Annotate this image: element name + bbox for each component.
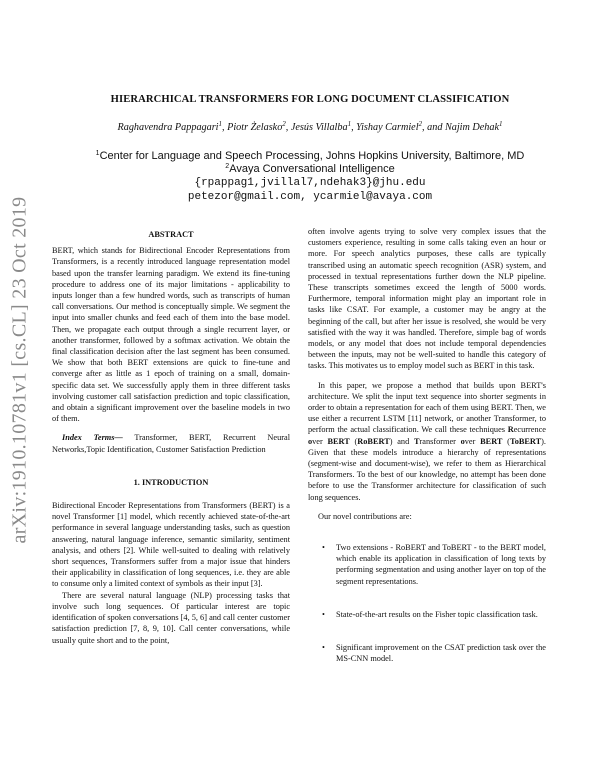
section-heading-introduction: 1. INTRODUCTION [133,477,209,487]
arxiv-stamp [0,0,40,776]
author-name: Piotr Żelasko [227,122,283,133]
author-affil-sup: 2 [282,120,286,128]
author-list: Raghavendra Pappagari$^1$, Piotr Żelasko$^2$, Jesús Villalba$^1$, Yishay Carmiel$^2$, and Najim Dehak$^1$ [117,120,503,133]
arxiv-stamp-text: arXiv:1910.10781v1 [cs.CL] 23 Oct 2019 [8,196,31,544]
left-column [52,229,290,646]
tobert-abbreviation: ToBERT [509,436,542,446]
author-affil-sup: 1 [499,120,503,128]
robert-abbreviation: RoBERT [357,436,390,446]
author-name: Raghavendra Pappagari [117,122,219,133]
index-terms-label: Index Terms— [62,433,123,443]
intro-paragraph: Bidirectional Encoder Representations from Transformers (BERT) is a novel Transformer [1] model, which recently achieved state-of-the-art performance in several language understanding tasks, such as question answering, natural language inference, semantic similarity, sentiment analysis, and others [2]. While well-suited to dealing with relatively short sequences, Transformers suffer from a major issue that hinders their applicability in classification of long sequences, i.e. they are able to consume only a limited context of symbols as their input [3]. [52,501,290,589]
right-column [308,226,546,687]
bullet-icon: • [322,609,325,619]
body-paragraph: often involve agents trying to solve very complex issues that the customers experience, resulting in some calls taking even an hour or more. For speech analytics purposes, these calls are typically transcribed using an automatic speech recognition (ASR) system, and processed in textual representations further down the NLP pipeline. These transcripts sometimes exceed the length of 5000 words. Furthermore, temporal information might play an important role in tasks like CSAT. For example, a customer may be angry at the beginning of the call, but after her issue is resolved, she would be very satisfied with the way it was handled. Therefore, simple bag of words models, or any model that does not include temporal dependencies between the inputs, may not be well-suited to handle this category of tasks. This motivates us to employ model such as BERT in this task. [308,227,546,371]
abstract-heading: ABSTRACT [148,230,194,239]
affiliation-line: $^1$Center for Language and Speech Processing, Johns Hopkins University, Baltimore, MD [95,150,525,162]
author-affil-sup: 1 [218,120,223,128]
list-item: • State-of-the-art results on the Fisher topic classification task. [322,609,538,619]
email-block [60,177,560,204]
author-name: Najim Dehak [444,122,499,133]
author-name: Yishay Carmiel [356,122,419,133]
body-paragraph-proposal: In this paper, we propose a method that builds upon BERT's architecture. We split the input text sequence into shorter segments in order to obtain a representation for each of them using BERT. Then, we use either a recurrent LSTM [11] network, or another Transformer, to perform the actual classification. We call these techniques Recurrence over BERT (RoBERT) and Transformer over BERT (ToBERT). Given that these models introduce a hierarchy of representations (segment-wise and document-wise), we refer to them as Hierarchical Transformers. To the best of our knowledge, no attempt has been done before to use the Transformer architecture for classification of such long sequences. [308,380,547,502]
author-affil-sup: 1 [347,120,352,128]
list-item: • Significant improvement on the CSAT prediction task over the MS-CNN model. [322,643,546,664]
affiliations [60,150,560,176]
author-name: Jesús Villalba [290,122,348,133]
abstract-text: BERT, which stands for Bidirectional Encoder Representations from Transformers, is a recently introduced language representation model based upon the transfer learning paradigm. We extend its fine-tuning procedure to address one of its major limitations - applicability to inputs longer than a few hundred words, such as transcripts of human call conversations. Our method is conceptually simple. We segment the input into smaller chunks and feed each of them into the base model. Then, we propagate each output through a single recurrent layer, or another transformer, followed by a softmax activation. We obtain the final classification decision after the last segment has been consumed. We show that both BERT extensions are quick to fine-tune and converge after as little as 1 epoch of training on a small, domain-specific data set. We successfully apply them in three different tasks involving customer call satisfaction prediction and topic classification, and obtain a significant improvement over the baseline models in two of them. [52,246,290,424]
bullet-icon: • [322,543,325,553]
list-item: • Two extensions - RoBERT and ToBERT - to the BERT model, which enable its application in classification of long texts by performing segmentation and using another layer on top of the segment representations. [322,543,546,586]
email-line: {rpappag1,jvillal7,ndehak3}@jhu.edu [194,177,426,189]
paper-title: HIERARCHICAL TRANSFORMERS FOR LONG DOCUMENT CLASSIFICATION [110,94,510,105]
contribution-list [308,542,546,664]
body-paragraph: Our novel contributions are: [318,511,412,521]
bullet-icon: • [322,643,325,653]
affiliation-line: $^2$Avaya Conversational Intelligence [225,163,395,175]
intro-paragraph: There are several natural language (NLP) processing tasks that involve such long sequences. Of particular interest are topic identification of spoken conversations [4, 5, 6] and call center customer satisfaction prediction [7, 8, 9, 10]. Call center conversations, while usually quite short and to the point, [52,590,290,645]
author-affil-sup: 2 [418,120,423,128]
email-line: petezor@gmail.com, ycarmiel@avaya.com [187,190,433,203]
index-terms-text: Transformer, BERT, Recurrent Neural Networks,Topic Identification, Customer Satisfaction Prediction [52,433,291,454]
index-terms [52,432,290,454]
